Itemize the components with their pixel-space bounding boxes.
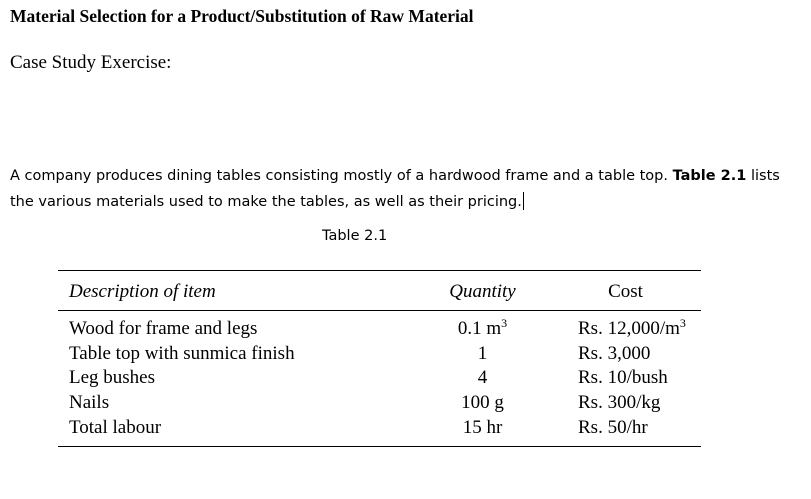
intro-paragraph[interactable] <box>10 163 805 215</box>
table-header-rule <box>58 310 701 311</box>
table-row-description: Total labour <box>69 417 162 438</box>
header-cost: Cost <box>608 281 643 302</box>
table-row-description: Nails <box>69 392 110 413</box>
paragraph-text-start: A company produces dining tables consisting mostly of a hardwood frame and a table top. <box>10 168 673 184</box>
table-row-cost: Rs. 3,000 <box>578 343 651 364</box>
table-caption: Table 2.1 <box>322 228 388 244</box>
text-cursor <box>523 192 524 210</box>
header-quantity: Quantity <box>449 281 516 302</box>
paragraph-text-end: lists the various materials used to make the tables, as well as their pricing. <box>10 168 780 210</box>
document-title: Material Selection for a Product/Substitution of Raw Material <box>10 6 474 26</box>
table-row-cost: Rs. 50/hr <box>578 417 648 438</box>
table-row-description: Table top with sunmica finish <box>69 343 295 364</box>
table-reference: Table 2.1 <box>672 168 747 184</box>
table-row-quantity: 1 <box>477 343 488 364</box>
table-row-quantity: 0.1 $m^3$ <box>457 316 508 339</box>
table-row-quantity: 4 <box>477 367 488 388</box>
table-top-rule <box>58 270 701 271</box>
table-bottom-rule <box>58 446 701 447</box>
table-row-description: Wood for frame and legs <box>69 318 258 339</box>
case-study-heading: Case Study Exercise: <box>10 52 172 73</box>
header-description: Description of item <box>69 281 216 302</box>
table-row-cost: Rs. 10/bush <box>578 367 668 388</box>
table-row-cost: Rs. 300/kg <box>578 392 661 413</box>
table-row-quantity: 15 hr <box>462 417 503 438</box>
table-row-description: Leg bushes <box>69 367 156 388</box>
table-row-cost: Rs. $12,000/m^3$ <box>578 316 686 339</box>
table-row-quantity: 100 g <box>461 392 504 413</box>
